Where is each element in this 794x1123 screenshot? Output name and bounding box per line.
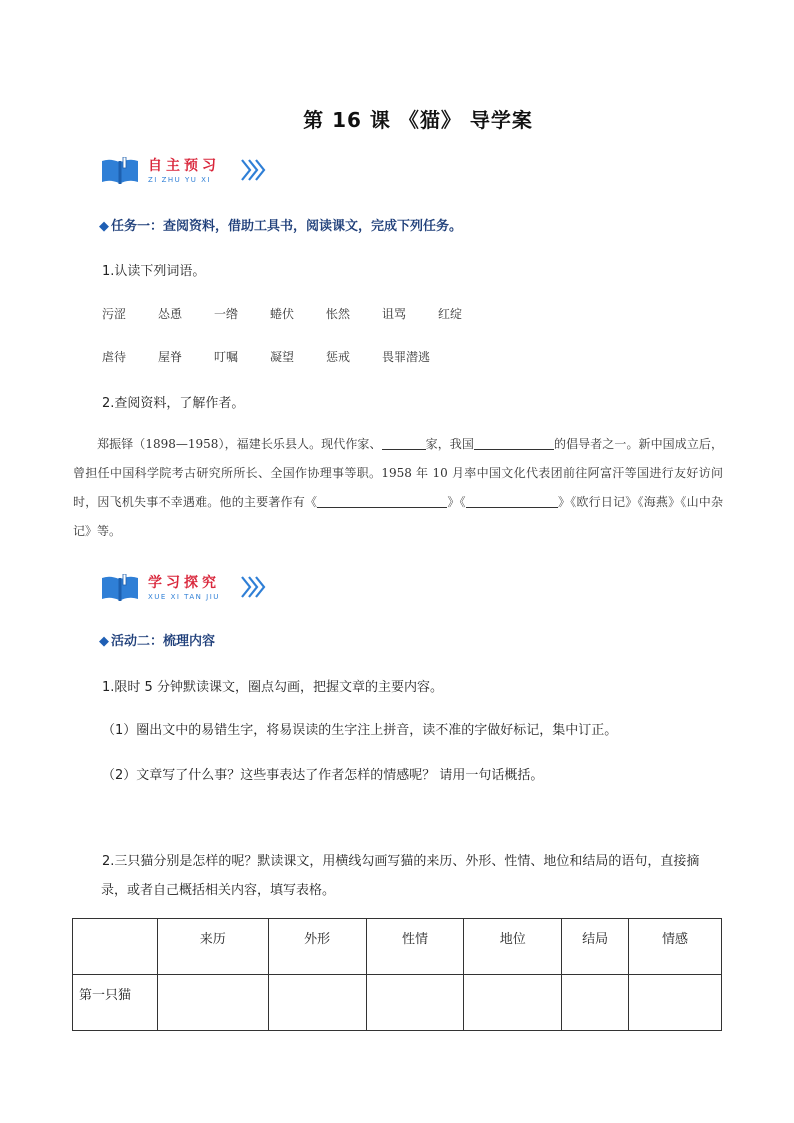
section-header-preview bbox=[100, 155, 300, 195]
fill-blank-1[interactable] bbox=[382, 436, 426, 450]
word-list-row-2 bbox=[102, 348, 522, 365]
section-pinyin: XUE XI TAN JIU bbox=[148, 593, 220, 601]
table-row bbox=[73, 975, 722, 1031]
word: 一绺 bbox=[214, 307, 239, 321]
word: 污涩 bbox=[102, 307, 127, 321]
word: 惩戒 bbox=[326, 350, 351, 364]
author-paragraph bbox=[73, 430, 723, 546]
question-silent-reading: 1.限时 5 分钟默读课文，圈点勾画，把握文章的主要内容。 bbox=[102, 680, 443, 695]
section-title: 自主预习 bbox=[148, 158, 220, 174]
word: 叮嘱 bbox=[214, 350, 239, 364]
author-text: 》《 bbox=[447, 495, 466, 509]
table-row-label: 第一只猫 bbox=[73, 975, 158, 1031]
cat-comparison-table bbox=[72, 918, 722, 1031]
word-list-row-1 bbox=[102, 305, 522, 322]
question-read-words: 1.认读下列词语。 bbox=[102, 264, 206, 279]
author-text: 》《欧行日记》《海燕》《山中杂记》等。 bbox=[73, 495, 723, 538]
table-header-cell: 地位 bbox=[464, 919, 562, 975]
table-cell[interactable] bbox=[562, 975, 629, 1031]
table-cell[interactable] bbox=[157, 975, 268, 1031]
question-typo-chars: （1）圈出文中的易错生字，将易误读的生字注上拼音，读不准的字做好标记，集中订正。 bbox=[102, 723, 618, 738]
section-header-explore bbox=[100, 572, 300, 612]
task-one-label: 任务一：查阅资料，借助工具书，阅读课文，完成下列任务。 bbox=[111, 219, 463, 234]
word: 诅骂 bbox=[382, 307, 407, 321]
table-header-row bbox=[73, 919, 722, 975]
word: 蜷伏 bbox=[270, 307, 295, 321]
author-text: 家，我国 bbox=[425, 437, 474, 451]
table-cell[interactable] bbox=[268, 975, 366, 1031]
word: 红绽 bbox=[438, 307, 463, 321]
table-header-cell bbox=[73, 919, 158, 975]
word: 凝望 bbox=[270, 350, 295, 364]
three-cats-text: 2.三只猫分别是怎样的呢？默读课文，用横线勾画写猫的来历、外形、性情、地位和结局的语句，直接摘录，或者自己概括相关内容，填写表格。 bbox=[101, 854, 700, 898]
chevron-right-icon bbox=[240, 574, 266, 600]
section-title: 学习探究 bbox=[148, 575, 220, 591]
table-cell[interactable] bbox=[366, 975, 464, 1031]
open-book-icon bbox=[100, 157, 140, 185]
fill-blank-4[interactable] bbox=[466, 494, 558, 508]
word: 屋脊 bbox=[158, 350, 183, 364]
word: 虐待 bbox=[102, 350, 127, 364]
word: 怂恿 bbox=[158, 307, 183, 321]
table-cell[interactable] bbox=[629, 975, 722, 1031]
table-header-cell: 来历 bbox=[157, 919, 268, 975]
fill-blank-3[interactable] bbox=[317, 494, 447, 508]
question-author-info: 2.查阅资料，了解作者。 bbox=[102, 396, 245, 411]
activity-two-heading bbox=[99, 630, 215, 649]
task-one-heading bbox=[99, 215, 462, 234]
question-three-cats bbox=[101, 847, 723, 905]
page-title: 第 16 课 《猫》 导学案 bbox=[303, 108, 533, 132]
diamond-icon: ◆ bbox=[99, 219, 109, 234]
chevron-right-icon bbox=[240, 157, 266, 183]
table-header-cell: 情感 bbox=[629, 919, 722, 975]
table-header-cell: 外形 bbox=[268, 919, 366, 975]
word: 畏罪潜逃 bbox=[382, 350, 431, 364]
author-text: 郑振铎（1898—1958），福建长乐县人。现代作家、 bbox=[97, 437, 382, 451]
fill-blank-2[interactable] bbox=[474, 436, 554, 450]
diamond-icon: ◆ bbox=[99, 634, 109, 649]
open-book-icon bbox=[100, 574, 140, 602]
activity-two-label: 活动二：梳理内容 bbox=[111, 634, 216, 649]
question-summarize: （2）文章写了什么事？这些事表达了作者怎样的情感呢？ 请用一句话概括。 bbox=[102, 768, 544, 783]
table-header-cell: 性情 bbox=[366, 919, 464, 975]
table-cell[interactable] bbox=[464, 975, 562, 1031]
word: 怅然 bbox=[326, 307, 351, 321]
section-pinyin: ZI ZHU YU XI bbox=[148, 176, 211, 184]
table-header-cell: 结局 bbox=[562, 919, 629, 975]
author-text: 的倡导者之一。新中国成立后，曾担任中国科学院考古研究所所长、全国作协理事等职。1958 年 10 月率中国文化代表团前往阿富汗等国进行友好访问时，因飞机失事不幸遇难。他的主要著作有《 bbox=[73, 437, 723, 509]
